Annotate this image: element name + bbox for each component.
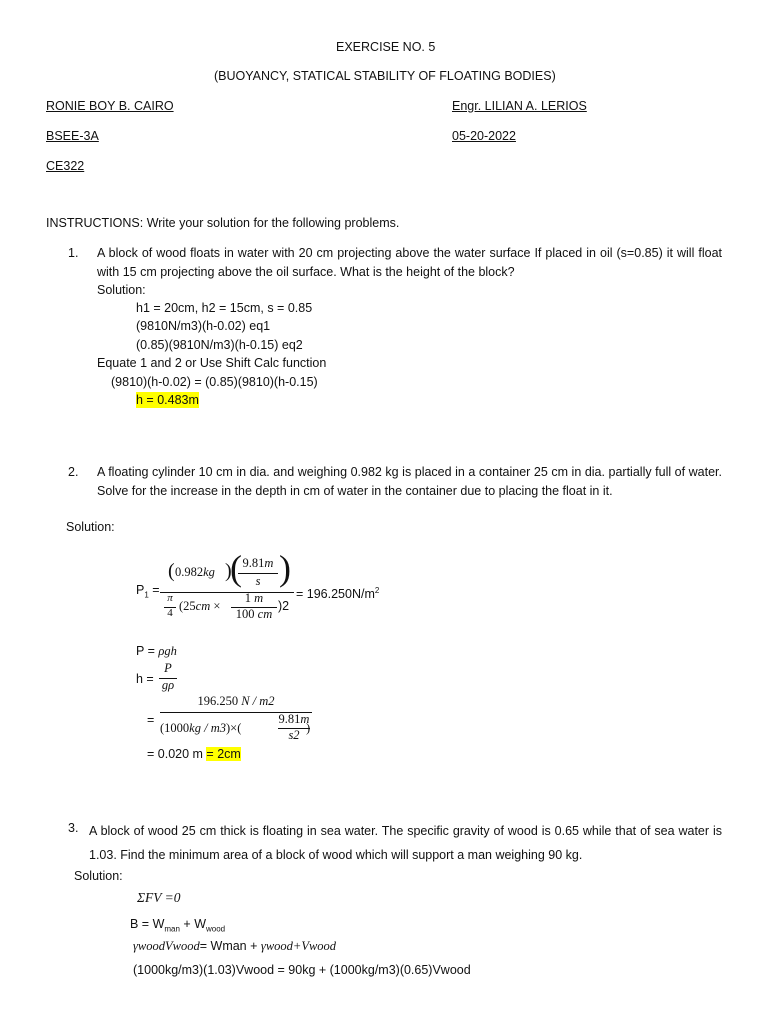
gamma-lhs: γwoodVwood [133, 939, 200, 953]
exercise-subtitle: (BUOYANCY, STATICAL STABILITY OF FLOATING BODIES) [214, 69, 556, 83]
exercise-title: EXERCISE NO. 5 [336, 40, 436, 54]
p1-result-value: = 196.250N/m [296, 587, 375, 602]
section-label: BSEE-3A [46, 129, 99, 143]
num-open-paren: ( [168, 560, 175, 582]
pi-symbol: π [167, 592, 173, 604]
h-calc-num-unit: N / m2 [241, 694, 275, 708]
problem-2-result-prefix: = 0.020 m [147, 747, 207, 761]
g-close-paren: ) [279, 548, 291, 588]
diameter-value: (25 [179, 599, 196, 613]
num-mass-value: 0.982 [175, 565, 204, 579]
h-numerator: P [164, 661, 172, 675]
instructions-text: INSTRUCTIONS: Write your solution for the following problems. [46, 216, 400, 230]
problem-3-text: A block of wood 25 cm thick is floating in sea water. The specific gravity of wood is 0.65 while that of sea water is 1.03. Find the minimum area of a block of wood which will support a man weighing 90 kg. [89, 824, 722, 862]
h-calc-close-paren: ) [306, 721, 311, 735]
problem-2-answer: = 2cm [206, 747, 241, 761]
buoyancy-sub-wood: wood [206, 924, 226, 934]
conv-numerator [230, 591, 278, 606]
h-calc-density [160, 720, 241, 736]
h-calc-den-unit: kg / m3 [189, 721, 226, 735]
buoyancy-lhs: B = W [130, 917, 165, 931]
p1-label [136, 582, 160, 604]
problem-2-text [97, 463, 722, 500]
instructor-name: Engr. LILIAN A. LERIOS [452, 99, 587, 113]
problem-1-line: (9810N/m3)(h-0.02) eq1 [136, 319, 271, 333]
problem-3-last-line: (1000kg/m3)(1.03)Vwood = 90kg + (1000kg/m3)(0.65)Vwood [133, 963, 471, 977]
p1-subscript: 1 [144, 590, 149, 600]
gamma-rhs: γwood+Vwood [260, 939, 337, 953]
buoyancy-plus: + W [179, 917, 206, 931]
problem-1-line: (0.85)(9810N/m3)(h-0.15) eq2 [136, 338, 303, 352]
h-denominator: gρ [161, 678, 175, 692]
h-label: h = [136, 672, 154, 686]
problem-1-line: h1 = 20cm, h2 = 15cm, s = 0.85 [136, 301, 313, 315]
p1-result-exponent: 2 [374, 586, 380, 595]
problem-1-text: A block of wood floats in water with 20 cm projecting above the water surface If placed in oil (s=0.85) it will float with 15 cm projecting above the oil surface. What is the height of the block? [97, 246, 722, 279]
h-calc-num-value: 196.250 [197, 694, 239, 708]
sum-forces: ΣFV =0 [137, 890, 181, 905]
problem-1-line: Equate 1 and 2 or Use Shift Calc function [97, 356, 327, 370]
problem-3-number: 3. [68, 821, 79, 835]
num-mass [175, 564, 215, 580]
problem-1-number: 1. [68, 246, 79, 260]
h-calc-g-num-unit: m [300, 712, 310, 726]
problem-2-number: 2. [68, 465, 79, 479]
course-label: CE322 [46, 159, 85, 173]
h-calc-equals: = [147, 713, 155, 727]
num-mass-unit: kg [203, 565, 215, 579]
problem-1-solution-label: Solution: [97, 283, 146, 297]
conv-den-unit: cm [257, 607, 273, 621]
close-squared: )2 [278, 599, 290, 613]
conv-den-value: 100 [235, 607, 255, 621]
conv-num-unit: m [254, 591, 264, 605]
pressure-rhs: ρgh [158, 644, 177, 658]
diameter-term [179, 598, 220, 614]
p1-result [296, 583, 379, 602]
problem-2-solution-label: Solution: [66, 520, 115, 534]
buoyancy-sub-man: man [164, 924, 180, 934]
g-denominator: s [255, 574, 261, 588]
h-calc-times: )×( [225, 721, 242, 735]
g-numerator [236, 556, 280, 571]
conv-denominator [228, 607, 280, 622]
problem-2-text-body: A floating cylinder 10 cm in dia. and weighing 0.982 kg is placed in a container 25 cm in dia. partially full of water. Solve for the increase in the depth in cm of water in the container due to placing the float in it. [97, 465, 722, 498]
problem-1-answer: h = 0.483m [136, 393, 199, 407]
gamma-equation [133, 938, 336, 954]
g-num-value: 9.81 [242, 556, 265, 570]
pressure-lhs: P = [136, 644, 159, 658]
h-calc-den-value: (1000 [160, 721, 190, 735]
p1-equals: = [148, 583, 160, 597]
g-num-unit: m [264, 556, 274, 570]
p1-symbol: P [136, 583, 145, 597]
problem-3-solution-label: Solution: [74, 869, 123, 883]
h-calc-g-num-value: 9.81 [278, 712, 301, 726]
diameter-unit: cm [195, 599, 211, 613]
pressure-equation [136, 643, 177, 659]
num-close-paren: ) [225, 560, 232, 582]
gamma-mid: = Wman + [199, 939, 261, 953]
problem-2-result [147, 746, 241, 762]
buoyancy-equation [130, 916, 225, 938]
h-calc-g-denominator: s2 [288, 728, 300, 742]
times-symbol: × [213, 599, 221, 613]
four-denominator: 4 [167, 607, 173, 619]
date-label: 05-20-2022 [452, 129, 516, 143]
student-name: RONIE BOY B. CAIRO [46, 99, 174, 113]
g-open-paren: ( [230, 548, 242, 588]
h-calc-numerator [160, 694, 312, 709]
problem-1-line: (9810)(h-0.02) = (0.85)(9810)(h-0.15) [111, 375, 318, 389]
conv-num-value: 1 [244, 591, 252, 605]
